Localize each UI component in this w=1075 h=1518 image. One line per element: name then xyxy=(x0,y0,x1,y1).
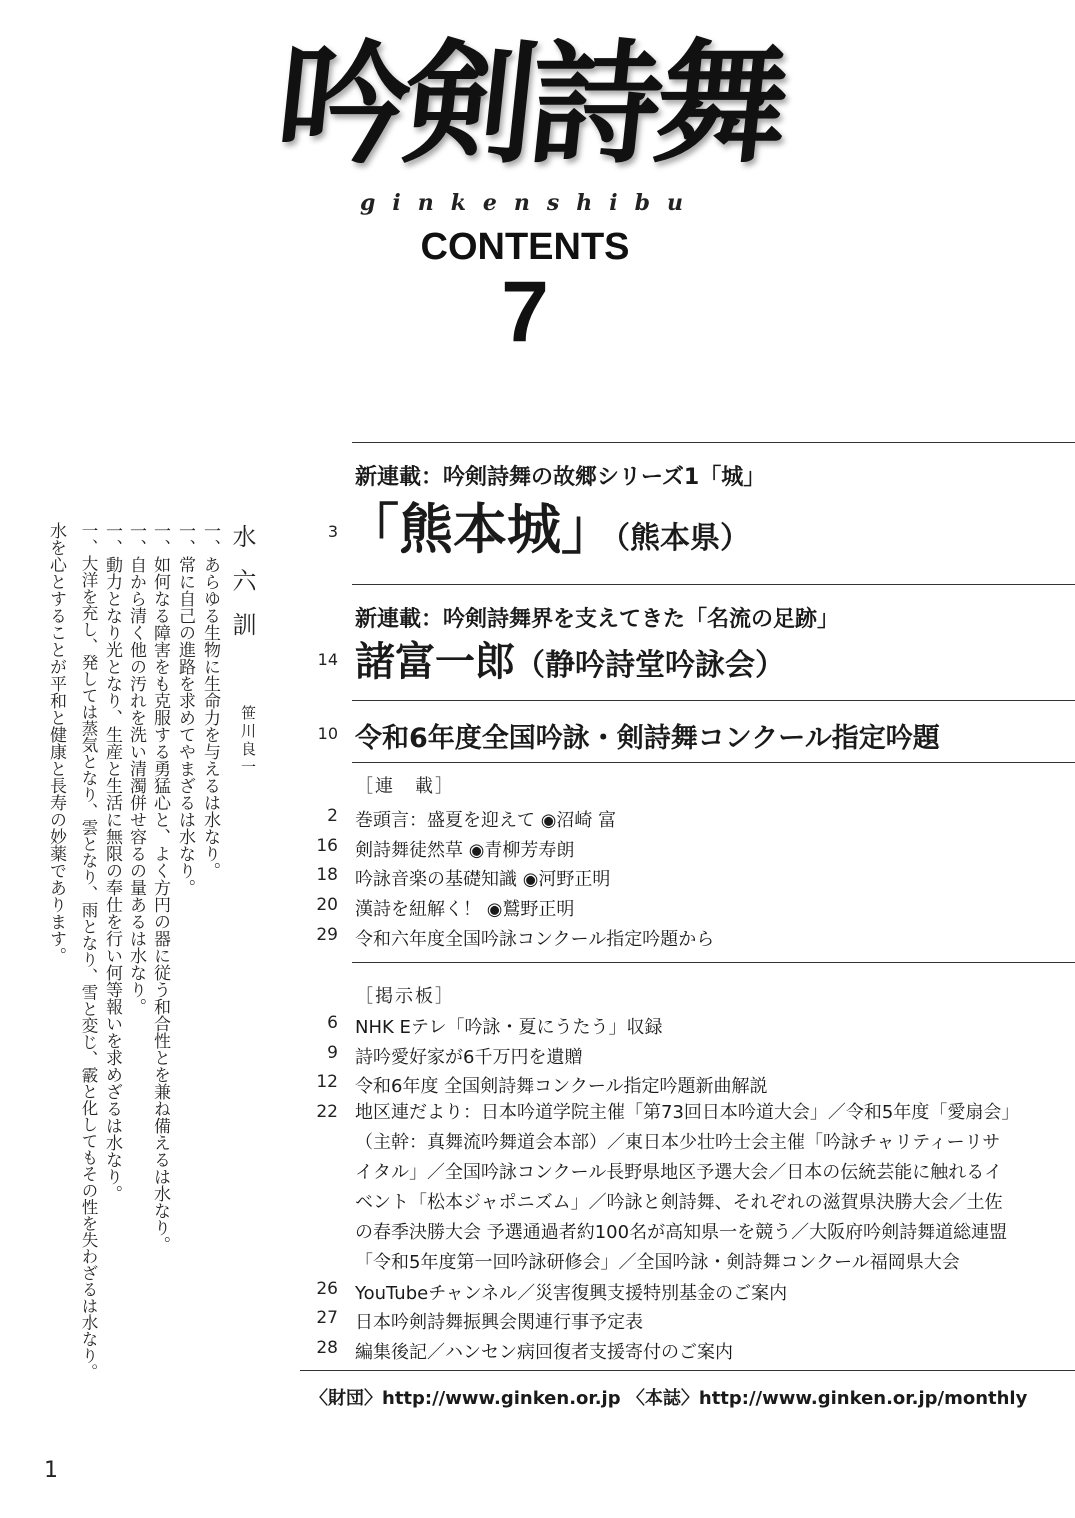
feature-title-row[interactable] xyxy=(355,630,785,687)
divider xyxy=(300,1370,1075,1371)
feature-title: 「熊本城」 xyxy=(345,498,615,561)
toc-page-number: 6 xyxy=(327,1013,338,1033)
toc-page-number: 18 xyxy=(316,865,338,885)
toc-page-number: 27 xyxy=(316,1308,338,1328)
divider xyxy=(352,584,1075,585)
toc-item[interactable]: 令和六年度全国吟詠コンクール指定吟題から xyxy=(355,929,715,950)
page-number: 1 xyxy=(44,1458,58,1483)
toc-item[interactable]: YouTubeチャンネル／災害復興支援特別基金のご案内 xyxy=(355,1283,788,1304)
motto-line: 一、動力となり光となり、生産と生活に無限の奉仕を行い何等報いを求めざるは水なり。 xyxy=(102,522,122,1202)
feature-title[interactable]: 令和6年度全国吟詠・剣詩舞コンクール指定吟題 xyxy=(355,723,940,754)
motto-line: 一、あらゆる生物に生命力を与えるは水なり。 xyxy=(200,522,220,879)
motto-author: 笹川良一 xyxy=(239,705,257,777)
motto-line: 一、如何なる障害をも克服する勇猛心と、よく方円の器に従う和合性とを兼ね備えるは水なり。 xyxy=(150,522,170,1253)
issue-number: 7 xyxy=(501,264,549,360)
feature-subtitle: （熊本県） xyxy=(615,521,750,556)
toc-item[interactable]: 剣詩舞徒然草 ◉青柳芳寿朗 xyxy=(355,840,575,861)
serial-heading: ［連 載］ xyxy=(355,776,455,797)
motto-title: 水六訓 xyxy=(228,524,256,656)
toc-item[interactable]: 巻頭言：盛夏を迎えて ◉沼崎 富 xyxy=(355,810,617,831)
feature-page-number: 14 xyxy=(317,650,338,669)
feature-page-number: 10 xyxy=(317,724,338,743)
toc-page-number: 16 xyxy=(316,836,338,856)
toc-page-number: 28 xyxy=(316,1338,338,1358)
toc-item[interactable]: 日本吟剣詩舞振興会関連行事予定表 xyxy=(355,1312,643,1333)
feature-title-row[interactable] xyxy=(345,498,750,562)
toc-page-number: 29 xyxy=(316,925,338,945)
toc-item[interactable]: 編集後記／ハンセン病回復者支援寄付のご案内 xyxy=(355,1342,733,1363)
divider xyxy=(352,762,1075,763)
motto-line: 一、常に自己の進路を求めてやまざるは水なり。 xyxy=(175,522,195,896)
toc-page-number: 20 xyxy=(316,895,338,915)
toc-page-number: 22 xyxy=(316,1102,338,1122)
toc-page-number: 12 xyxy=(316,1072,338,1092)
motto-closing: 水を心とすることが平和と健康と長寿の妙薬であります。 xyxy=(46,522,66,964)
feature-kicker: 新連載：吟剣詩舞の故郷シリーズ1「城」 xyxy=(355,465,766,490)
toc-item-long[interactable]: 地区連だより：日本吟道学院主催「第73回日本吟道大会」／令和5年度「愛扇会」（主幹：真舞流吟舞道会本部）／東日本少壮吟士会主催「吟詠チャリティーリサイタル」／全国吟詠コンクール長野県地区予選大会／日本の伝統芸能に触れるイベント「松本ジャポニズム」／吟詠と剣詩舞、それぞれの滋賀県決勝大会／土佐の春季決勝大会 予選通過者約100名が高知県一を競う／大阪府吟剣詩舞道総連盟「令和5年度第一回吟詠研修会」／全国吟詠・剣詩舞コンクール福岡県大会 xyxy=(355,1102,1011,1273)
feature-title: 諸富一郎 xyxy=(355,639,515,685)
divider xyxy=(352,700,1075,701)
magazine-logo xyxy=(240,20,820,200)
toc-page-number: 2 xyxy=(327,806,338,826)
toc-item[interactable]: 令和6年度 全国剣詩舞コンクール指定吟題新曲解説 xyxy=(355,1076,768,1097)
toc-item[interactable]: 詩吟愛好家が6千万円を遺贈 xyxy=(355,1047,583,1068)
divider xyxy=(352,962,1075,963)
logo-romanization: ginkenshibu xyxy=(359,190,701,216)
divider xyxy=(352,442,1075,443)
logo-kanji: 吟剣詩舞 xyxy=(269,27,791,182)
contents-title: CONTENTS xyxy=(420,226,630,268)
footer-urls[interactable]: 〈財団〉http://www.ginken.or.jp 〈本誌〉http://www.ginken.or.jp/monthly xyxy=(310,1388,1028,1409)
toc-item[interactable]: 吟詠音楽の基礎知識 ◉河野正明 xyxy=(355,869,611,890)
feature-subtitle: （静吟詩堂吟詠会） xyxy=(515,648,785,683)
board-heading: ［掲示板］ xyxy=(355,986,455,1007)
toc-item[interactable]: 漢詩を紐解く！ ◉鷲野正明 xyxy=(355,899,575,920)
toc-page-number: 26 xyxy=(316,1279,338,1299)
toc-item[interactable]: NHK Eテレ「吟詠・夏にうたう」収録 xyxy=(355,1017,663,1038)
feature-page-number: 3 xyxy=(327,522,338,541)
motto-line: 一、大洋を充し、発しては蒸気となり、雲となり、雨となり、雪と変じ、霰と化してもその性を失わざるは水なり。 xyxy=(79,522,98,1380)
motto-line: 一、自から清く他の汚れを洗い清濁併せ容るの量あるは水なり。 xyxy=(126,522,146,1015)
toc-page-number: 9 xyxy=(327,1043,338,1063)
feature-kicker: 新連載：吟剣詩舞界を支えてきた「名流の足跡」 xyxy=(355,607,840,632)
